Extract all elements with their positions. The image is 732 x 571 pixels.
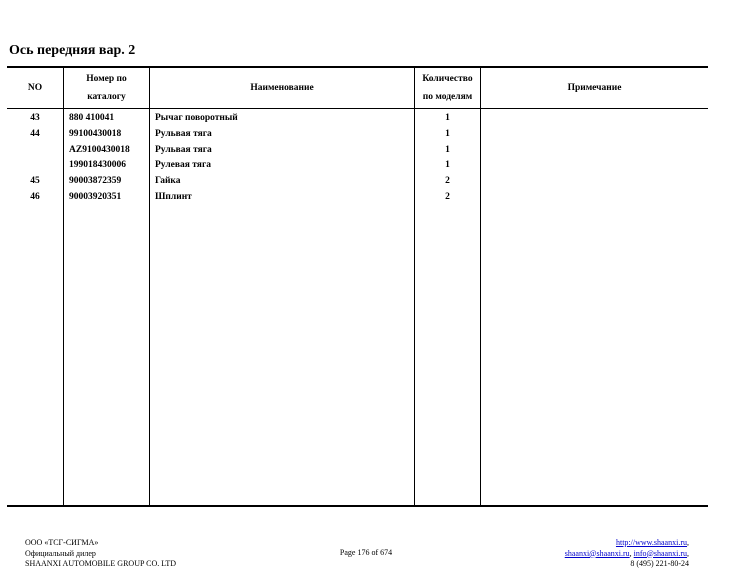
cell-no: 43 (30, 113, 40, 123)
cell-name: Рульвая тяга (155, 144, 212, 155)
cell-quantity: 1 (445, 128, 450, 139)
footer-contacts (565, 538, 689, 570)
cell-catalog-number: 90003872359 (69, 176, 122, 187)
cell-no: 44 (30, 128, 40, 139)
cell-catalog-number: AZ9100430018 (69, 144, 130, 155)
page-title: Ось передняя вар. 2 (9, 43, 136, 58)
header-note (481, 68, 708, 108)
cell-name: Рычаг поворотный (155, 113, 238, 123)
header-catalog-number (64, 68, 149, 108)
website-suffix: , (687, 538, 689, 547)
cell-catalog-number: 199018430006 (69, 160, 126, 171)
cell-name: Рульвая тяга (155, 128, 212, 139)
footer-page-number: Page 176 of 674 (339, 548, 393, 557)
cell-catalog-number: 880 410041 (69, 113, 115, 123)
footer-manufacturer: SHAANXI AUTOMOBILE GROUP CO. LTD (25, 559, 177, 568)
table-row (0, 190, 732, 206)
cell-name: Рулевая тяга (155, 160, 212, 171)
footer-dealer: Официальный дилер (25, 548, 96, 558)
email-separator: , (629, 548, 634, 558)
table-row (0, 174, 732, 190)
cell-no: 46 (30, 191, 40, 202)
footer-phone: 8 (495) 221-80-24 (630, 559, 689, 568)
header-catalog-line2: каталогу (87, 92, 126, 102)
footer-company: ООО «ТСГ-СИГМА» (25, 538, 99, 547)
header-name (150, 68, 414, 108)
header-quantity-line1: Количество (422, 74, 473, 84)
email-link-shaanxi[interactable]: shaanxi@shaanxi.ru (564, 548, 630, 558)
table-body (0, 111, 732, 206)
cell-catalog-number: 90003920351 (69, 191, 122, 202)
table-row (0, 143, 732, 159)
header-no-label: NO (27, 83, 43, 93)
website-link[interactable]: http://www.shaanxi.ru (615, 538, 687, 547)
header-note-label: Примечание (567, 83, 622, 93)
cell-quantity: 2 (445, 176, 450, 187)
table-row (0, 158, 732, 174)
header-quantity-line2: по моделям (422, 92, 473, 102)
header-catalog-line1: Номер по (86, 74, 127, 84)
header-quantity (415, 68, 480, 108)
table-row (0, 127, 732, 143)
table-row (0, 111, 732, 127)
email-link-info[interactable]: info@shaanxi.ru (633, 548, 687, 558)
cell-quantity: 2 (445, 191, 450, 202)
cell-catalog-number: 99100430018 (69, 128, 122, 139)
cell-name: Гайка (155, 176, 181, 187)
cell-quantity: 1 (445, 144, 450, 155)
email-suffix: , (687, 548, 689, 558)
cell-no: 45 (30, 176, 40, 187)
header-name-label: Наименование (250, 83, 314, 93)
cell-quantity: 1 (445, 113, 450, 123)
table-bottom-border (7, 505, 708, 507)
header-no (7, 68, 63, 108)
cell-quantity: 1 (445, 160, 450, 171)
table-header-divider (7, 108, 708, 109)
cell-name: Шплинт (155, 191, 192, 202)
